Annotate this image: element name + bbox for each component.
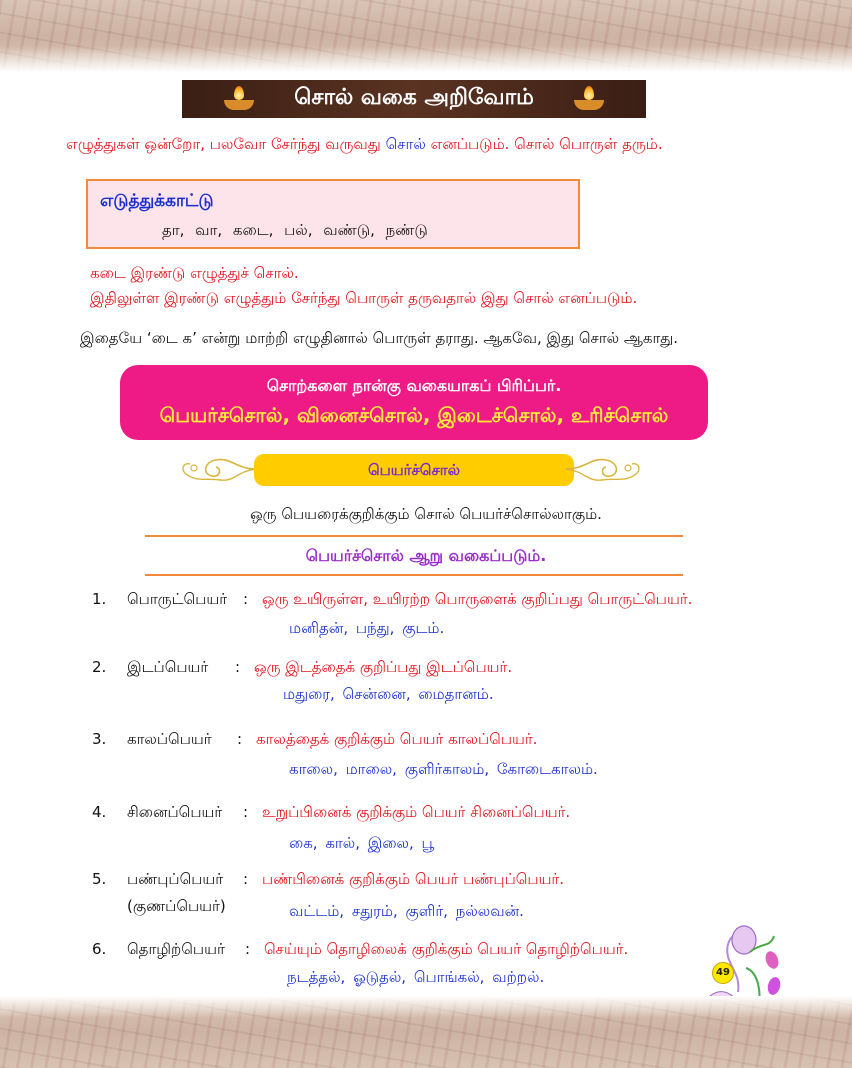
- item-examples: காலை, மாலை, குளிர்காலம், கோடைகாலம்.: [289, 760, 598, 778]
- item-examples: மனிதன், பந்து, குடம்.: [289, 619, 445, 637]
- item-number: 1.: [92, 590, 107, 608]
- item-examples: நடத்தல், ஓடுதல், பொங்கல், வற்றல்.: [287, 968, 545, 986]
- item-term: பொருட்பெயர்: [127, 590, 228, 608]
- kinds-heading: பெயர்ச்சொல் ஆறு வகைப்படும்.: [305, 546, 547, 565]
- item-description: காலத்தைக் குறிக்கும் பெயர் காலப்பெயர்.: [256, 730, 538, 748]
- page-title: சொல் வகை அறிவோம்: [294, 85, 534, 110]
- item-examples: வட்டம், சதுரம், குளிர், நல்லவன்.: [289, 902, 524, 920]
- explanation-line-3: இதையே ‘டை க’ என்று மாற்றி எழுதினால் பொருள் தராது. ஆகவே, இது சொல் ஆகாது.: [80, 329, 679, 347]
- item-number: 5.: [92, 870, 107, 888]
- word-types-box: [120, 365, 708, 440]
- item-description: ஒரு இடத்தைக் குறிப்பது இடப்பெயர்.: [254, 658, 513, 676]
- item-colon: :: [235, 658, 241, 676]
- item-term: இடப்பெயர்: [127, 658, 209, 676]
- intro-highlight: சொல்: [385, 135, 426, 153]
- top-decorative-border: [0, 0, 852, 72]
- item-number: 6.: [92, 940, 107, 958]
- page-number: 49: [712, 962, 734, 984]
- word-types-intro: சொற்களை நான்கு வகையாகப் பிரிப்பர்.: [266, 376, 562, 395]
- oil-lamp-icon: [222, 86, 256, 112]
- example-box: [86, 179, 580, 249]
- item-description: ஒரு உயிருள்ள, உயிரற்ற பொருளைக் குறிப்பது பொருட்பெயர்.: [262, 590, 693, 608]
- explanation-line-1: கடை இரண்டு எழுத்துச் சொல்.: [90, 264, 299, 282]
- item-alt-term: (குணப்பெயர்): [127, 897, 226, 915]
- word-types-list: பெயர்ச்சொல், வினைச்சொல், இடைச்சொல், உரிச்சொல்: [159, 403, 669, 427]
- divider: [145, 574, 683, 576]
- item-term: தொழிற்பெயர்: [127, 940, 225, 958]
- item-colon: :: [243, 803, 249, 821]
- item-number: 2.: [92, 658, 107, 676]
- item-examples: மதுரை, சென்னை, மைதானம்.: [283, 685, 494, 703]
- item-colon: :: [245, 940, 251, 958]
- explanation-line-2: இதிலுள்ள இரண்டு எழுத்தும் சேர்ந்து பொருள் தருவதால் இது சொல் எனப்படும்.: [90, 289, 638, 307]
- item-term: பண்புப்பெயர்: [127, 870, 224, 888]
- definition-text: ஒரு பெயரைக்குறிக்கும் சொல் பெயர்ச்சொல்லாகும்.: [250, 505, 602, 523]
- item-description: உறுப்பினைக் குறிக்கும் பெயர் சினைப்பெயர்.: [262, 803, 571, 821]
- item-description: செய்யும் தொழிலைக் குறிக்கும் பெயர் தொழிற்பெயர்.: [264, 940, 629, 958]
- oil-lamp-icon: [572, 86, 606, 112]
- flourish-ornament-icon: [176, 452, 258, 486]
- bottom-decorative-border: [0, 996, 852, 1068]
- divider: [145, 535, 683, 537]
- item-description: பண்பினைக் குறிக்கும் பெயர் பண்புப்பெயர்.: [262, 870, 565, 888]
- section-title: பெயர்ச்சொல்: [254, 454, 574, 486]
- item-number: 4.: [92, 803, 107, 821]
- item-colon: :: [243, 590, 249, 608]
- item-number: 3.: [92, 730, 107, 748]
- item-colon: :: [243, 870, 249, 888]
- item-colon: :: [237, 730, 243, 748]
- intro-text: எழுத்துகள் ஒன்றோ, பலவோ சேர்ந்து வருவது சொல் எனப்படும். சொல் பொருள் தரும்.: [66, 135, 663, 153]
- item-examples: கை, கால், இலை, பூ: [289, 834, 435, 852]
- flourish-ornament-icon: [564, 452, 646, 486]
- title-banner: [182, 80, 646, 118]
- item-term: காலப்பெயர்: [127, 730, 212, 748]
- example-heading: எடுத்துக்காட்டு: [100, 191, 214, 211]
- item-term: சினைப்பெயர்: [127, 803, 223, 821]
- example-words: தா, வா, கடை, பல், வண்டு, நண்டு: [162, 221, 428, 239]
